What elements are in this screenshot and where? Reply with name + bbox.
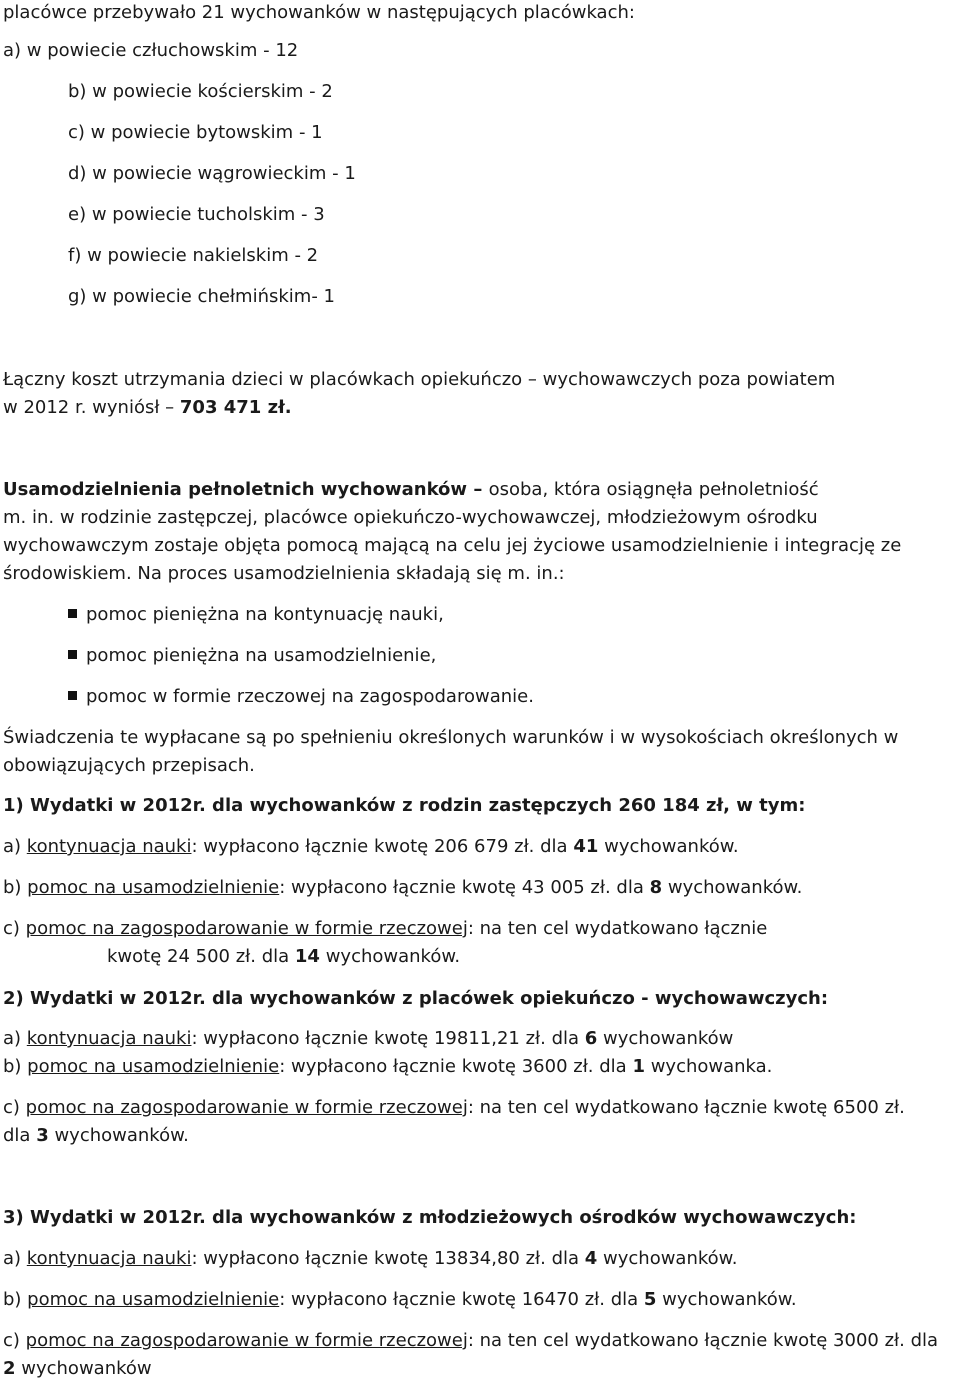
square-bullet-icon xyxy=(68,691,77,700)
expense-item: a) kontynuacja nauki: wypłacono łącznie kwotę 206 679 zł. dla 41 wychowanków. xyxy=(3,836,739,857)
paragraph-line: środowiskiem. Na proces usamodzielnienia składają się m. in.: xyxy=(3,563,565,584)
intro-text: placówce przebywało 21 wychowanków w następujących placówkach: xyxy=(3,2,635,23)
square-bullet-icon xyxy=(68,650,77,659)
county-item: e) w powiecie tucholskim - 3 xyxy=(68,204,325,225)
expense-item: 2 wychowanków xyxy=(3,1358,152,1379)
county-item: a) w powiecie człuchowskim - 12 xyxy=(3,40,299,61)
expense-item: a) kontynuacja nauki: wypłacono łącznie kwotę 19811,21 zł. dla 6 wychowanków xyxy=(3,1028,734,1049)
expense-item: dla 3 wychowanków. xyxy=(3,1125,189,1146)
section-heading: 2) Wydatki w 2012r. dla wychowanków z placówek opiekuńczo - wychowawczych: xyxy=(3,988,829,1009)
county-item: g) w powiecie chełmińskim- 1 xyxy=(68,286,335,307)
cost-text: w 2012 r. wyniósł – 703 471 zł. xyxy=(3,397,292,418)
expense-item: c) pomoc na zagospodarowanie w formie rzeczowej: na ten cel wydatkowano łącznie xyxy=(3,918,768,939)
paragraph-line: wychowawczym zostaje objęta pomocą mającą na celu jej życiowe usamodzielnienie i integrację ze xyxy=(3,535,902,556)
square-bullet-icon xyxy=(68,609,77,618)
cost-amount: 703 471 zł. xyxy=(179,397,292,418)
paragraph-line: Świadczenia te wypłacane są po spełnieniu określonych warunków i w wysokościach określonych w xyxy=(3,727,899,748)
paragraph-line: obowiązujących przepisach. xyxy=(3,755,255,776)
expense-item: b) pomoc na usamodzielnienie: wypłacono łącznie kwotę 43 005 zł. dla 8 wychowanków. xyxy=(3,877,803,898)
cost-text: Łączny koszt utrzymania dzieci w placówkach opiekuńczo – wychowawczych poza powiatem xyxy=(3,369,836,390)
expense-item: b) pomoc na usamodzielnienie: wypłacono łącznie kwotę 16470 zł. dla 5 wychowanków. xyxy=(3,1289,797,1310)
county-item: c) w powiecie bytowskim - 1 xyxy=(68,122,323,143)
section-heading: 3) Wydatki w 2012r. dla wychowanków z młodzieżowych ośrodków wychowawczych: xyxy=(3,1207,857,1228)
section-heading: 1) Wydatki w 2012r. dla wychowanków z rodzin zastępczych 260 184 zł, w tym: xyxy=(3,795,806,816)
bullet-item: pomoc pieniężna na usamodzielnienie, xyxy=(68,644,436,668)
paragraph-line: m. in. w rodzinie zastępczej, placówce opiekuńczo-wychowawczej, młodzieżowym ośrodku xyxy=(3,507,818,528)
county-item: d) w powiecie wągrowieckim - 1 xyxy=(68,163,356,184)
expense-item: a) kontynuacja nauki: wypłacono łącznie kwotę 13834,80 zł. dla 4 wychowanków. xyxy=(3,1248,738,1269)
independence-title: Usamodzielnienia pełnoletnich wychowanków – osoba, która osiągnęła pełnoletniość xyxy=(3,479,819,500)
county-item: b) w powiecie kościerskim - 2 xyxy=(68,81,333,102)
expense-item: kwotę 24 500 zł. dla 14 wychowanków. xyxy=(107,946,461,967)
expense-item: c) pomoc na zagospodarowanie w formie rzeczowej: na ten cel wydatkowano łącznie kwotę 3000 zł. dla xyxy=(3,1330,939,1351)
bullet-item: pomoc pieniężna na kontynuację nauki, xyxy=(68,603,444,627)
county-item: f) w powiecie nakielskim - 2 xyxy=(68,245,319,266)
expense-item: c) pomoc na zagospodarowanie w formie rzeczowej: na ten cel wydatkowano łącznie kwotę 6500 zł. xyxy=(3,1097,905,1118)
bullet-item: pomoc w formie rzeczowej na zagospodarowanie. xyxy=(68,685,534,709)
expense-item: b) pomoc na usamodzielnienie: wypłacono łącznie kwotę 3600 zł. dla 1 wychowanka. xyxy=(3,1056,773,1077)
